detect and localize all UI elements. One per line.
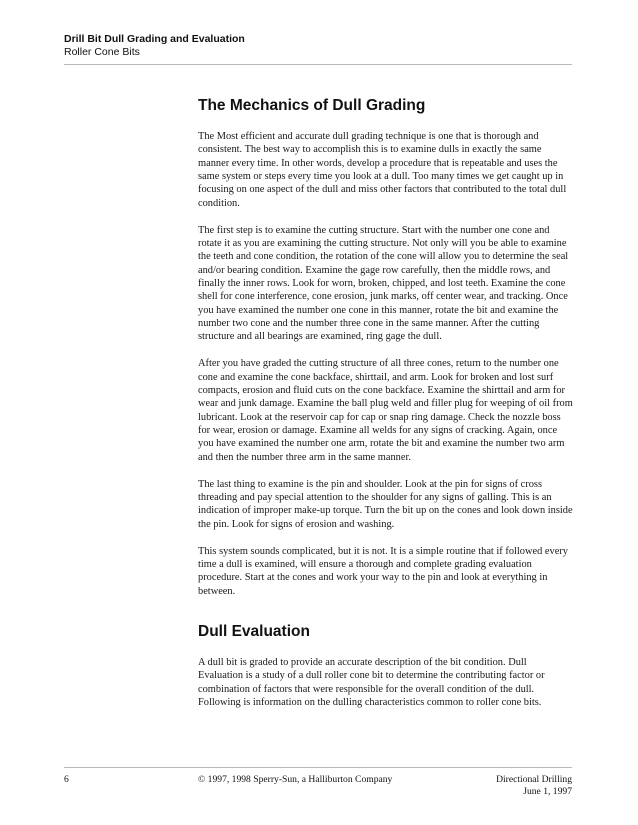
footer-doc-title: Directional Drilling bbox=[496, 774, 572, 785]
header-subtitle: Roller Cone Bits bbox=[64, 46, 140, 58]
paragraph: The first step is to examine the cutting structure. Start with the number one cone and rotate it as you are examining the cutting structure. Not only will you be able to examine the teeth and cone condition, the rotation of the cone will allow you to determine the seal and/or bearing condition. Examine the gage row carefully, then the middle rows, and finally the inner rows. Look for worn, broken, chipped, and lost teeth. Examine the cone shell for cone interference, cone erosion, junk marks, off center wear, and tracking. Once you have examined the number one cone in this manner, rotate the bit and examine the number two cone and the number three cone in the same manner. After the cutting structure and all bearings are examined, ring gage the dull. bbox=[198, 224, 569, 343]
footer-date: June 1, 1997 bbox=[523, 786, 572, 797]
paragraph: After you have graded the cutting structure of all three cones, return to the number one cone and examine the cone backface, shirttail, and arm. Look for broken and lost surf compacts, erosion and fluid cuts on the cone backface. Examine the shirttail and arm for wear and junk damage. Examine the ball plug weld and filler plug for weeping of oil from lubricant. Look at the reservoir cap for cap or snap ring damage. Check the nozzle boss for wear, erosion or damage. Examine all welds for any signs of cracking. Again, once you have examined the number one arm, rotate the bit and examine the number two arm and then the number three arm in the same manner. bbox=[198, 358, 573, 463]
paragraph: The Most efficient and accurate dull grading technique is one that is thorough and consistent. The best way to accomplish this is to examine dulls in exactly the same manner every time. In other words, develop a procedure that is repeatable and uses the same system or steps every time you look at a dull. Too many times we get caught up in focusing on one aspect of the dull and miss other factors that contributed to the total dull condition. bbox=[198, 131, 567, 209]
header-title: Drill Bit Dull Grading and Evaluation bbox=[64, 33, 245, 45]
header-rule bbox=[64, 64, 572, 65]
footer-doc-info bbox=[496, 774, 572, 798]
section-heading-dull-evaluation: Dull Evaluation bbox=[198, 623, 310, 641]
footer-rule bbox=[64, 767, 572, 768]
section-heading-mechanics: The Mechanics of Dull Grading bbox=[198, 97, 426, 114]
copyright-notice: © 1997, 1998 Sperry-Sun, a Halliburton Company bbox=[198, 774, 393, 785]
running-header bbox=[64, 33, 245, 59]
paragraph: A dull bit is graded to provide an accurate description of the bit condition. Dull Evaluation is a study of a dull roller cone bit to determine the contributing factor or combination of factors that were responsible for the overall condition of the dull. Following is information on the dulling characteristics common to roller cone bits. bbox=[198, 657, 545, 709]
main-content bbox=[198, 96, 574, 723]
page-number: 6 bbox=[64, 774, 69, 785]
paragraph: This system sounds complicated, but it is not. It is a simple routine that if followed every time a dull is examined, will ensure a thorough and complete grading evaluation procedure. Start at the cones and work your way to the pin and look at everything in between. bbox=[198, 545, 568, 597]
paragraph: The last thing to examine is the pin and shoulder. Look at the pin for signs of cross threading and pay special attention to the shoulder for any signs of galling. This is an indication of improper make-up torque. Turn the bit up on the cones and look down inside the pin. Look for signs of erosion and washing. bbox=[198, 478, 573, 530]
